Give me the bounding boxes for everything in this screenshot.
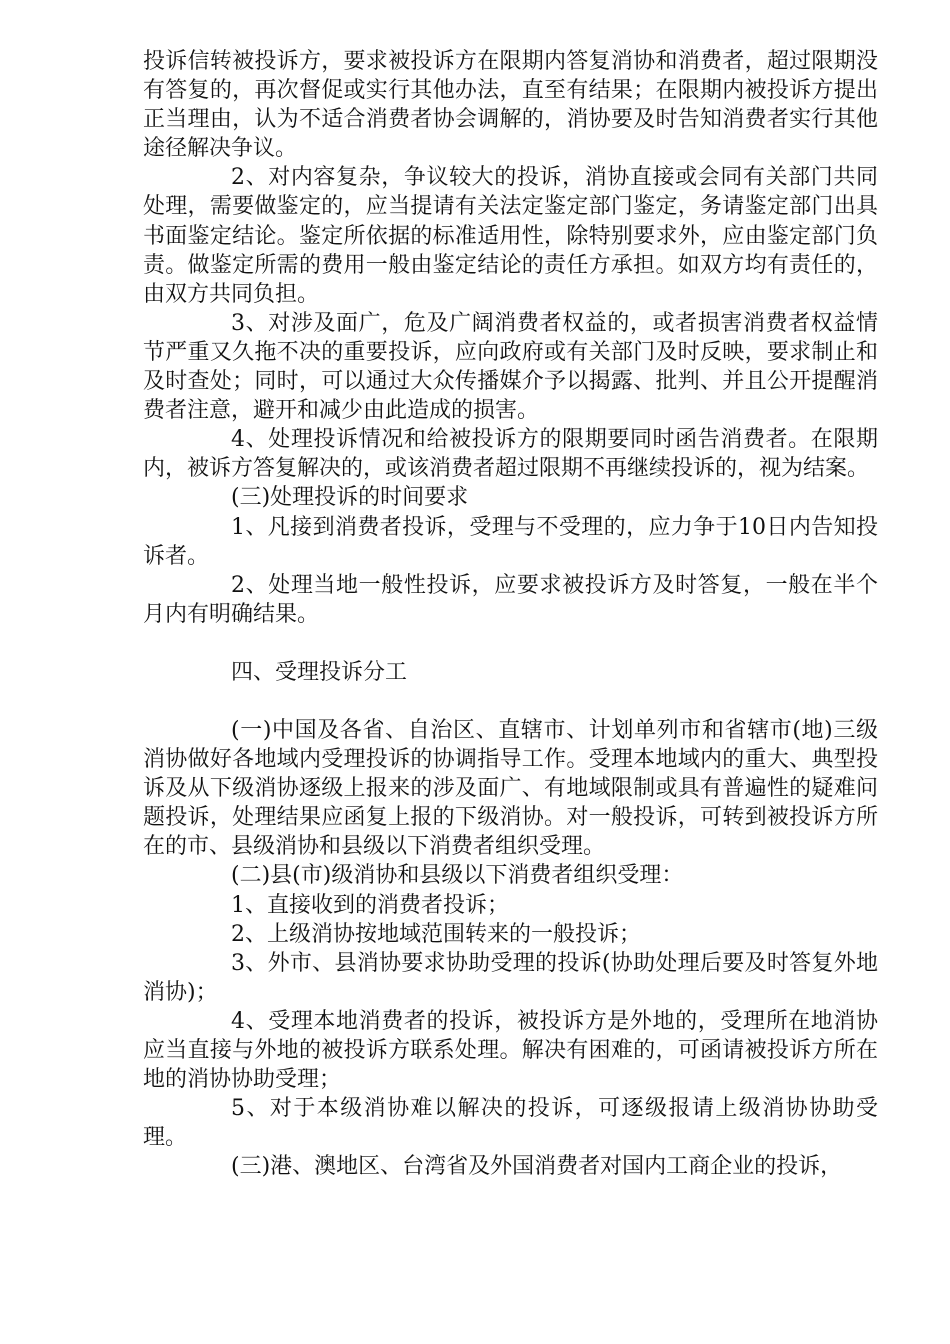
list-item-county-3: 3、外市、县消协要求协助受理的投诉(协助处理后要及时答复外地消协)； — [143, 950, 878, 1005]
document-body — [143, 47, 878, 1181]
paragraph-time-item-2: 2、处理当地一般性投诉，应要求被投诉方及时答复，一般在半个月内有明确结果。 — [143, 572, 878, 627]
paragraph-division-1: (一)中国及各省、自治区、直辖市、计划单列市和省辖市(地)三级消协做好各地域内受理投诉的协调指导工作。受理本地域内的重大、典型投诉及从下级消协逐级上报来的涉及面广、有地域限制或具有普遍性的疑难问题投诉，处理结果应函复上报的下级消协。对一般投诉，可转到被投诉方所在的市、县级消协和县级以下消费者组织受理。 — [143, 717, 878, 860]
section-heading-division-of-work: 四、受理投诉分工 — [231, 659, 408, 685]
list-item-county-2: 2、上级消协按地域范围转来的一般投诉； — [231, 921, 641, 947]
paragraph-item-2-complex-complaints: 2、对内容复杂，争议较大的投诉，消协直接或会同有关部门共同处理，需要做鉴定的，应当提请有关法定鉴定部门鉴定，务请鉴定部门出具书面鉴定结论。鉴定所依据的标准适用性，除特别要求外，应由鉴定部门负责。做鉴定所需的费用一般由鉴定结论的责任方承担。如双方均有责任的，由双方共同负担。 — [143, 165, 878, 307]
paragraph-item-3-wide-impact: 3、对涉及面广，危及广阔消费者权益的，或者损害消费者权益情节严重又久拖不决的重要投诉，应向政府或有关部门及时反映，要求制止和及时查处；同时，可以通过大众传播媒介予以揭露、批判、并且公开提醒消费者注意，避开和减少由此造成的损害。 — [143, 310, 878, 424]
section-spacer — [143, 687, 878, 716]
paragraph-time-item-1: 1、凡接到消费者投诉，受理与不受理的，应力争于10日内告知投诉者。 — [143, 514, 878, 569]
paragraph-continuation: 投诉信转被投诉方，要求被投诉方在限期内答复消协和消费者，超过限期没有答复的，再次督促或实行其他办法，直至有结果；在限期内被投诉方提出正当理由，认为不适合消费者协会调解的，消协要及时告知消费者实行其他途径解决争议。 — [143, 49, 878, 162]
paragraph-item-4-notify-consumer: 4、处理投诉情况和给被投诉方的限期要同时函告消费者。在限期内，被诉方答复解决的，或该消费者超过限期不再继续投诉的，视为结案。 — [143, 427, 878, 482]
subheading-time-requirements: (三)处理投诉的时间要求 — [231, 485, 469, 511]
subheading-county-level: (二)县(市)级消协和县级以下消费者组织受理： — [231, 863, 684, 889]
list-item-county-4: 4、受理本地消费者的投诉，被投诉方是外地的，受理所在地消协应当直接与外地的被投诉方联系处理。解决有困难的，可函请被投诉方所在地的消协协助受理； — [143, 1008, 878, 1093]
paragraph-division-3: (三)港、澳地区、台湾省及外国消费者对国内工商企业的投诉， — [231, 1154, 843, 1180]
section-spacer — [143, 629, 878, 658]
list-item-county-5: 5、对于本级消协难以解决的投诉，可逐级报请上级消协协助受理。 — [143, 1096, 878, 1151]
list-item-county-1: 1、直接收到的消费者投诉； — [231, 892, 509, 918]
